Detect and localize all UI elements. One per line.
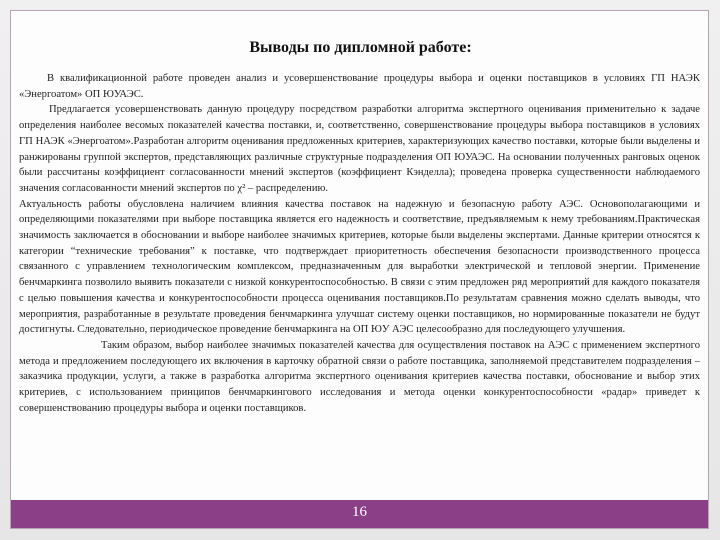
body-text (19, 71, 700, 416)
footer-bar (11, 500, 708, 528)
paragraph-conclusion: Таким образом, выбор наиболее значимых показателей качества для осуществления поставок на АЭС с применением экспертного метода и предложением последующего их включения в карточку обратной связи о работе поставщика, заполняемой представителем подразделения – заказчика продукции, услуги, а также в разработка алгоритма экспертного оценивания критериев качества поставки, обоснование и выбор этих критериев, с использованием принципов бенчмаркингового исследования и метода оценки конкурентоспособности «радар» приведет к совершенствованию процедуры выбора и оценки поставщиков. (19, 339, 700, 414)
paragraph-relevance: Актуальность работы обусловлена наличием влияния качества поставок на надежную и безопасную работу АЭС. Основополагающими и определяющими показателями при выборе поставщика является его надежность и соответствие, предъявляемым к нему требованиям.Практическая значимость заключается в обосновании и выборе наиболее значимых критериев, которые были выделены экспертами. Данные критерии относятся к категории “технические требования” к поставке, что подтверждает приоритетность обеспечения безопасности производственного процесса связанного с управлением технологическим комплексом, предназначенным для выработки электрической и тепловой энергии. Применение бенчмаркинга позволило выявить показатели с низкой конкурентоспособностью. В связи с этим предложен ряд мероприятий для каждого показателя с целью повышения качества и конкурентоспособности процесса оценивания поставщиков.По результатам сравнения можно сделать выводы, что мероприятия, разработанные в результате проведения бенчмаркинга улучшат систему оценки поставщиков, но нормированные показатели не будут достигнуты. Следовательно, периодическое проведение бенчмаркинга на ОП ЮУ АЭС целесообразно для последующего улучшения. (19, 198, 700, 336)
content-frame (10, 10, 709, 529)
paragraph-analysis: В квалификационной работе проведен анализ и усовершенствование процедуры выбора и оценки поставщиков в условиях ГП НАЭК «Энергоатом» ОП ЮУАЭС. (19, 73, 700, 100)
paragraph-proposal: Предлагается усовершенствовать данную процедуру посредством разработки алгоритма экспертного оценивания применительно к задаче определения наиболее весомых показателей качества поставки, и, соответственно, совершенствование процедуры выбора поставщиков в условиях ГП НАЭК «Энергоатом».Разработан алгоритм оценивания предложенных критериев, характеризующих качество поставки, которые были выделены и ранжированы группой экспертов, представляющих различные структурные подразделения ОП ЮУАЭС. На основании полученных ранговых оценок были рассчитаны коэффициент согласованности мнений экспертов (коэффициент Кэнделла); проведена проверка существенности наблюдаемого значения согласованности мнений экспертов по χ² – распределению. (19, 104, 700, 194)
page-number: 16 (352, 504, 367, 520)
slide-title: Выводы по дипломной работе: (249, 39, 472, 56)
